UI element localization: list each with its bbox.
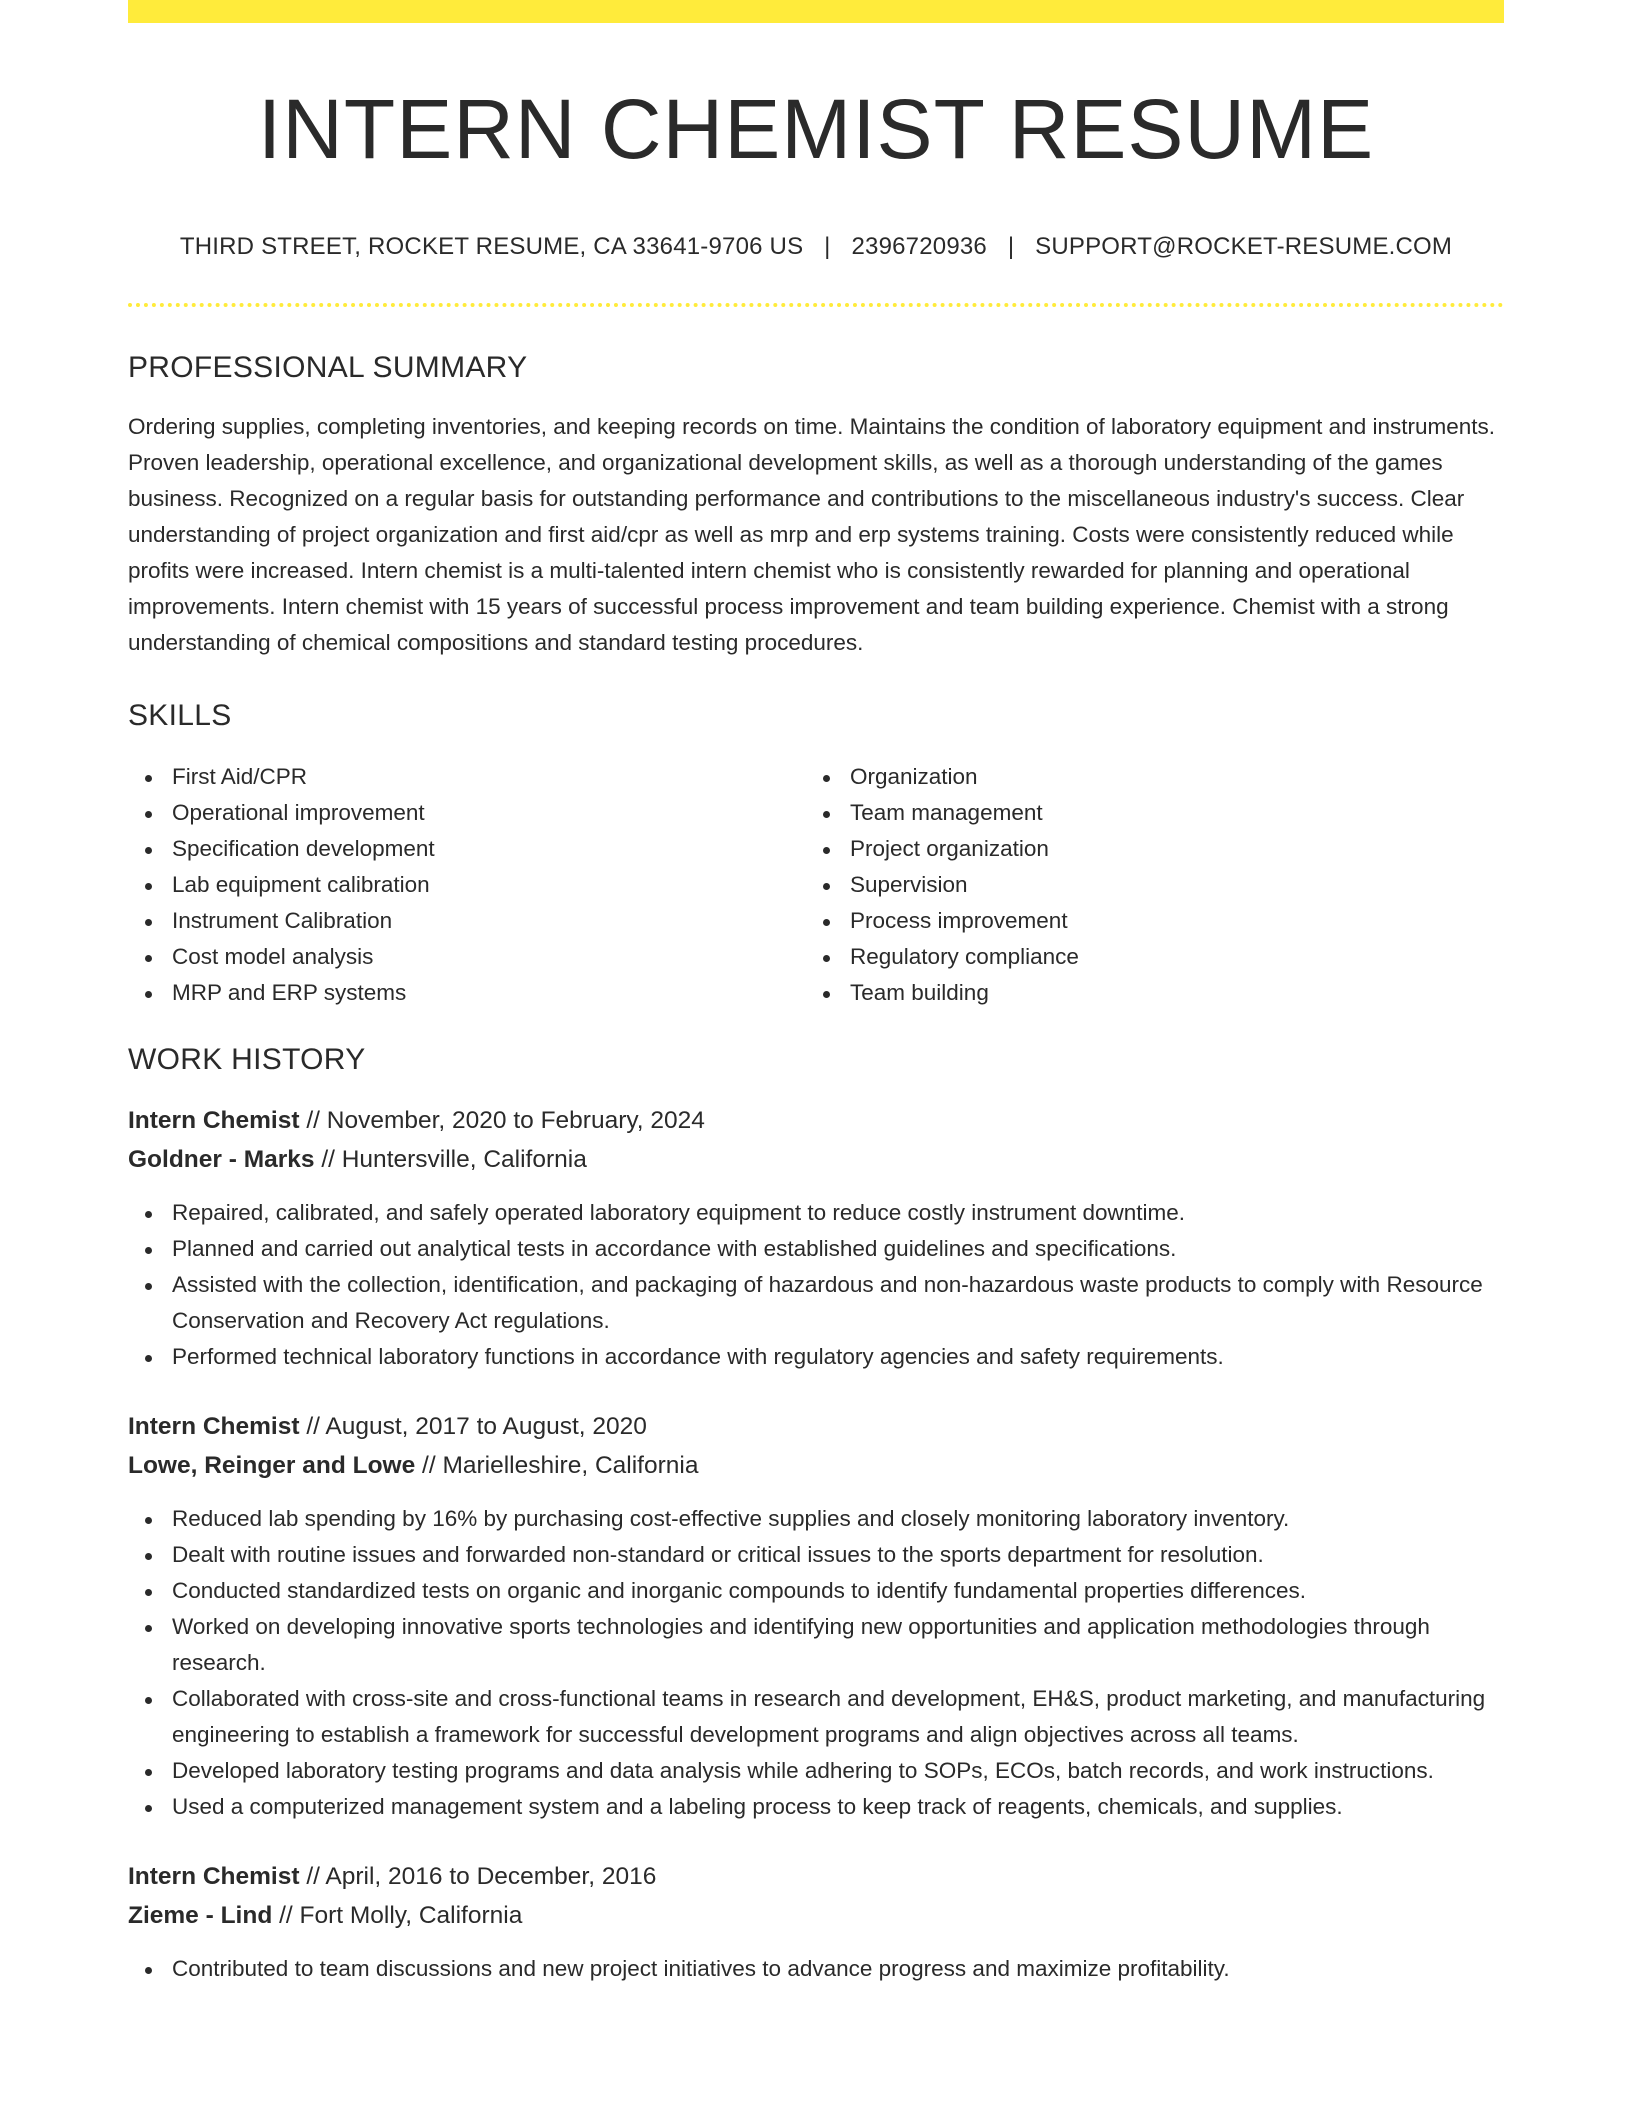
job-company-line [128, 1896, 1504, 1935]
resume-page [128, 0, 1504, 1987]
contact-email: SUPPORT@ROCKET-RESUME.COM [1035, 233, 1453, 261]
job-bullets [128, 1195, 1504, 1375]
job-location: // Huntersville, California [314, 1146, 587, 1174]
job-bullet: Collaborated with cross-site and cross-functional teams in research and development, EH&S, product marketing, and manufacturing engineering to establish a framework for successful development programs and align objectives across all teams. [128, 1681, 1504, 1753]
contact-address: THIRD STREET, ROCKET RESUME, CA 33641-9706 US [179, 233, 804, 261]
job-bullet: Planned and carried out analytical tests in accordance with established guidelines and specifications. [128, 1231, 1504, 1267]
summary-heading: PROFESSIONAL SUMMARY [128, 351, 528, 385]
job-entry [128, 1407, 1504, 1825]
job-location: // Marielleshire, California [415, 1452, 699, 1480]
job-bullet: Conducted standardized tests on organic and inorganic compounds to identify fundamental properties differences. [128, 1573, 1504, 1609]
job-role: Intern Chemist [128, 1413, 300, 1441]
job-company: Goldner - Marks [128, 1146, 315, 1174]
skill-item: Cost model analysis [128, 939, 806, 975]
job-bullet: Performed technical laboratory functions in accordance with regulatory agencies and safety requirements. [128, 1339, 1504, 1375]
job-company: Zieme - Lind [128, 1902, 273, 1930]
skill-item: First Aid/CPR [128, 759, 806, 795]
skill-item: Instrument Calibration [128, 903, 806, 939]
work-history-heading: WORK HISTORY [128, 1043, 366, 1077]
summary-text: Ordering supplies, completing inventories, and keeping records on time. Maintains the condition of laboratory equipment and instruments. Proven leadership, operational excellence, and organizational development skills, as well as a thorough understanding of the games business. Recognized on a regular basis for outstanding performance and contributions to the miscellaneous industry's success. Clear understanding of project organization and first aid/cpr as well as mrp and erp systems training. Costs were consistently reduced while profits were increased. Intern chemist is a multi-talented intern chemist who is consistently rewarded for planning and operational improvements. Intern chemist with 15 years of successful process improvement and team building experience. Chemist with a strong understanding of chemical compositions and standard testing procedures. [128, 414, 1496, 656]
dotted-divider [128, 303, 1504, 307]
skill-item: Project organization [806, 831, 1484, 867]
skill-item: Process improvement [806, 903, 1484, 939]
job-bullet: Developed laboratory testing programs and data analysis while adhering to SOPs, ECOs, batch records, and work instructions. [128, 1753, 1504, 1789]
skill-item: Team management [806, 795, 1484, 831]
job-dates: // April, 2016 to December, 2016 [299, 1863, 657, 1891]
job-company: Lowe, Reinger and Lowe [128, 1452, 416, 1480]
skill-item: Regulatory compliance [806, 939, 1484, 975]
skill-item: Specification development [128, 831, 806, 867]
job-bullet: Worked on developing innovative sports technologies and identifying new opportunities and application methodologies through research. [128, 1609, 1504, 1681]
skills-list [128, 759, 1504, 1011]
contact-line [128, 233, 1504, 262]
job-title-line [128, 1857, 1504, 1896]
accent-top-bar [128, 0, 1504, 23]
job-dates: // November, 2020 to February, 2024 [299, 1107, 705, 1135]
contact-separator: | [824, 233, 831, 261]
skill-item: Organization [806, 759, 1484, 795]
skill-item: Lab equipment calibration [128, 867, 806, 903]
job-bullet: Repaired, calibrated, and safely operated laboratory equipment to reduce costly instrument downtime. [128, 1195, 1504, 1231]
job-title-line [128, 1101, 1504, 1140]
job-company-line [128, 1446, 1504, 1485]
job-bullet: Contributed to team discussions and new project initiatives to advance progress and maximize profitability. [128, 1951, 1504, 1987]
skills-heading: SKILLS [128, 699, 232, 733]
job-bullet: Dealt with routine issues and forwarded non-standard or critical issues to the sports department for resolution. [128, 1537, 1504, 1573]
job-role: Intern Chemist [128, 1863, 300, 1891]
skill-item: Supervision [806, 867, 1484, 903]
contact-separator: | [1007, 233, 1015, 261]
page-title: INTERN CHEMIST RESUME [257, 82, 1375, 176]
skill-item: MRP and ERP systems [128, 975, 806, 1011]
skills-column-left [128, 759, 806, 1011]
skills-column-right [806, 759, 1484, 1011]
skill-item: Team building [806, 975, 1484, 1011]
job-bullet: Reduced lab spending by 16% by purchasing cost-effective supplies and closely monitoring laboratory inventory. [128, 1501, 1504, 1537]
job-company-line [128, 1140, 1504, 1179]
job-title-line [128, 1407, 1504, 1446]
job-location: // Fort Molly, California [272, 1902, 523, 1930]
job-bullets [128, 1501, 1504, 1825]
job-entry [128, 1857, 1504, 1987]
job-bullets [128, 1951, 1504, 1987]
skill-item: Operational improvement [128, 795, 806, 831]
job-bullet: Used a computerized management system and a labeling process to keep track of reagents, chemicals, and supplies. [128, 1789, 1504, 1825]
job-bullet: Assisted with the collection, identification, and packaging of hazardous and non-hazardous waste products to comply with Resource Conservation and Recovery Act regulations. [128, 1267, 1504, 1339]
job-role: Intern Chemist [128, 1107, 300, 1135]
job-dates: // August, 2017 to August, 2020 [299, 1413, 647, 1441]
job-entry [128, 1101, 1504, 1375]
contact-phone: 2396720936 [851, 233, 987, 261]
